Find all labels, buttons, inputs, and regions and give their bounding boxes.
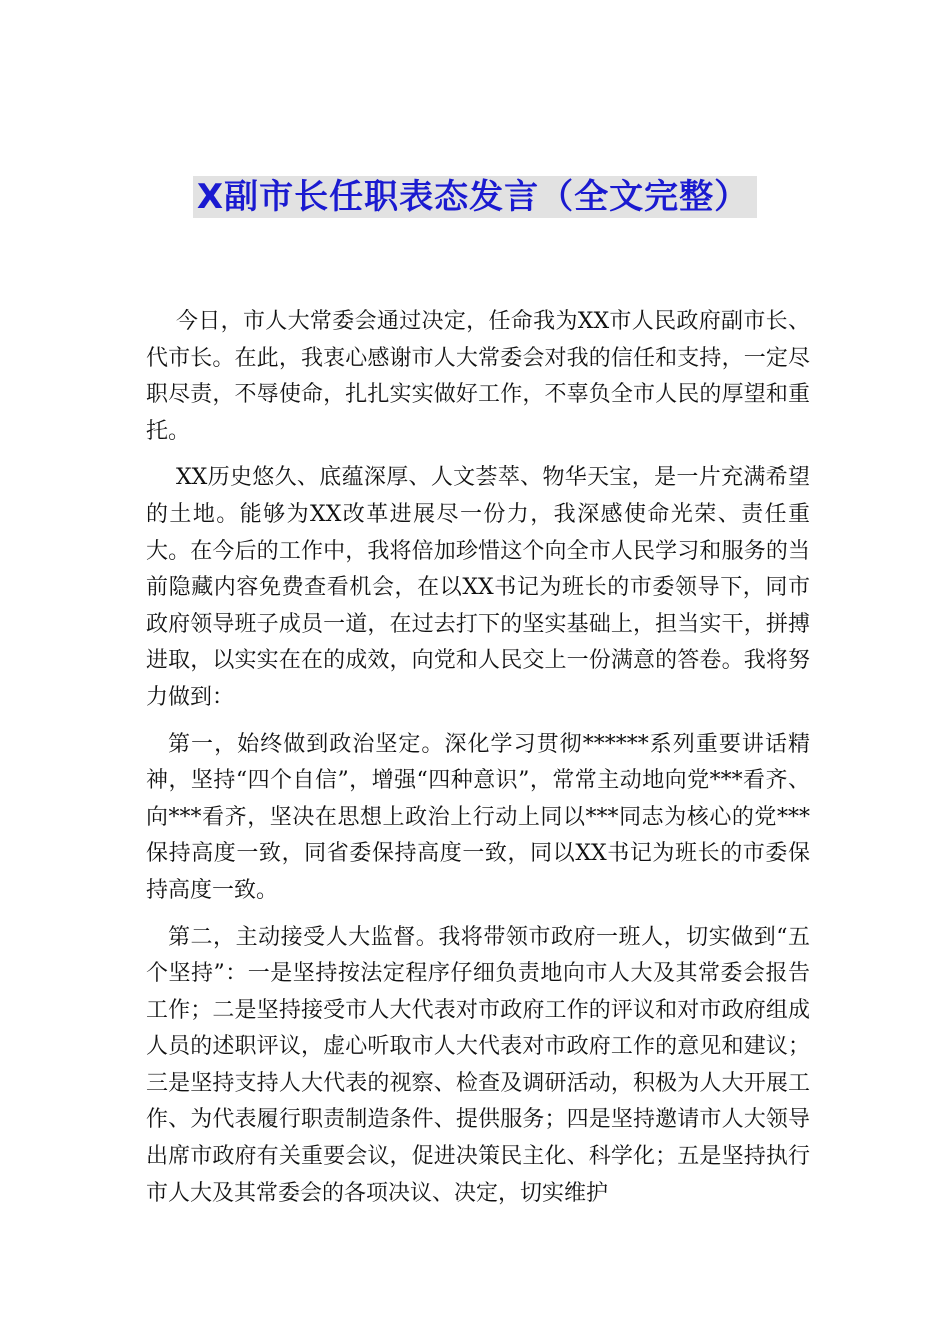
- document-body: [146, 304, 810, 1212]
- document-title: X副市长任职表态发言（全文完整）: [193, 176, 757, 218]
- paragraph-1: 今日，市人大常委会通过决定，任命我为XX市人民政府副市长、代市长。在此，我衷心感谢市人大常委会对我的信任和支持，一定尽职尽责，不辱使命，扎扎实实做好工作，不辜负全市人民的厚望和重托。: [146, 309, 810, 444]
- paragraph-4: 第二，主动接受人大监督。我将带领市政府一班人，切实做到“五个坚持”：一是坚持按法定程序仔细负责地向市人大及其常委会报告工作；二是坚持接受市人大代表对市政府工作的评议和对市政府组成人员的述职评议，虚心听取市人大代表对市政府工作的意见和建议；三是坚持支持人大代表的视察、检查及调研活动，积极为人大开展工作、为代表履行职责制造条件、提供服务；四是坚持邀请市人大领导出席市政府有关重要会议，促进决策民主化、科学化；五是坚持执行市人大及其常委会的各项决议、决定，切实维护: [146, 924, 810, 1206]
- paragraph-2: XX历史悠久、底蕴深厚、人文荟萃、物华天宝，是一片充满希望的土地。能够为XX改革进展尽一份力，我深感使命光荣、责任重大。在今后的工作中，我将倍加珍惜这个向全市人民学习和服务的当前隐藏内容免费查看机会，在以XX书记为班长的市委领导下，同市政府领导班子成员一道，在过去打下的坚实基础上，担当实干，拼搏进取，以实实在在的成效，向党和人民交上一份满意的答卷。我将努力做到：: [146, 465, 810, 710]
- title-container: [0, 176, 950, 218]
- paragraph-3: 第一，始终做到政治坚定。深化学习贯彻******系列重要讲话精神，坚持“四个自信”，增强“四种意识”，常常主动地向党***看齐、向***看齐，坚决在思想上政治上行动上同以***同志为核心的党***保持高度一致，同省委保持高度一致，同以XX书记为班长的市委保持高度一致。: [146, 731, 810, 903]
